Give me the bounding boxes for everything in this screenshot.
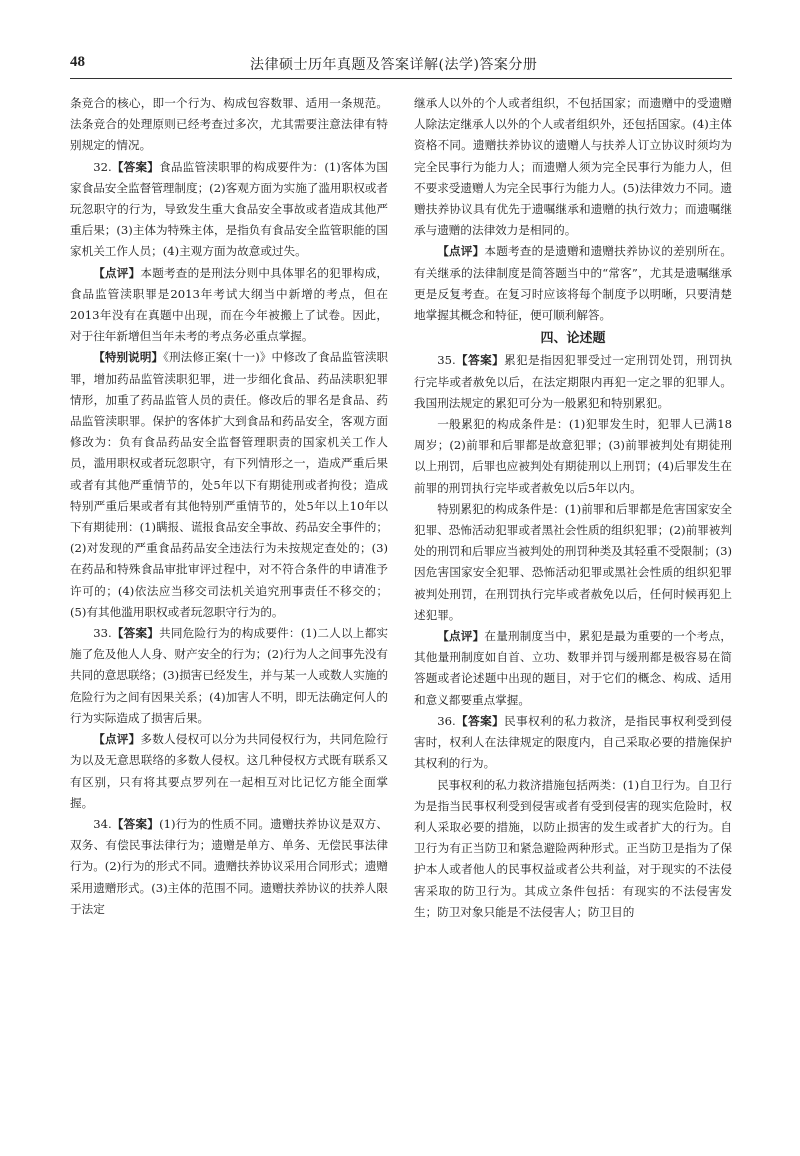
q34-number: 34. bbox=[93, 816, 112, 831]
answer-label: 【答案】 bbox=[111, 816, 160, 831]
page-header bbox=[70, 50, 732, 79]
section-heading: 四、论述题 bbox=[540, 331, 606, 347]
q35-comment bbox=[414, 626, 732, 711]
q35-general-recidivism: 一般累犯的构成条件是：(1)犯罪发生时，犯罪人已满18周岁；(2)前罪和后罪都是故意犯罪；(3)前罪被判处有期徒刑以上刑罚，后罪也应被判处有期徒刑以上刑罚；(4)后罪发生在前罪的刑罚执行完毕或者赦免以后5年以内。 bbox=[414, 417, 732, 495]
answer-label: 【答案】 bbox=[455, 713, 505, 728]
q33-answer-text: 共同危险行为的构成要件：(1)二人以上都实施了危及他人人身、财产安全的行为；(2)行为人之间事先没有共同的意思联络；(3)损害已经发生，并与某一人或数人实施的危险行为之间有因果关系；(4)加害人不明，即无法确定何人的行为实际造成了损害后果。 bbox=[70, 626, 388, 725]
answer-label: 【答案】 bbox=[111, 159, 160, 174]
q34-answer-text: (1)行为的性质不同。遗赠扶养协议是双方、双务、有偿民事法律行为；遗赠是单方、单务、无偿民事法律行为。(2)行为的形式不同。遗赠扶养协议采用合同形式；遗赠采用遗赠形式。(3)主体的范围不同。遗赠扶养协议的扶养人限于法定 bbox=[70, 816, 388, 916]
q32-number: 32. bbox=[93, 159, 112, 174]
q34-comment bbox=[414, 241, 732, 326]
q36-self-help-measures: 民事权利的私力救济措施包括两类：(1)自卫行为。自卫行为是指当民事权利受到侵害或者有受到侵害的现实危险时，权利人采取必要的措施，以防止损害的发生或者扩大的行为。自卫行为有正当防卫和紧急避险两种形式。正当防卫是指为了保护本人或者他人的民事权益或者公共利益，对于现实的不法侵害采取的防卫行为。其成立条件包括：有现实的不法侵害发生；防卫对象只能是不法侵害人；防卫目的 bbox=[414, 777, 732, 919]
q33-comment-text: 多数人侵权可以分为共同侵权行为，共同危险行为以及无意思联络的多数人侵权。这几种侵权方式既有联系又有区别，只有将其要点罗列在一起相互对比记忆方能全面掌握。 bbox=[70, 732, 388, 810]
q32-special-note bbox=[70, 347, 388, 623]
comment-label: 【点评】 bbox=[93, 732, 141, 747]
q36-number: 36. bbox=[437, 713, 456, 728]
q35-answer-text: 累犯是指因犯罪受过一定刑罚处罚，刑罚执行完毕或者赦免以后，在法定期限内再犯一定之罪的犯罪人。我国刑法规定的累犯可分为一般累犯和特别累犯。 bbox=[414, 353, 732, 410]
q32-answer-text: 食品监管渎职罪的构成要件为：(1)客体为国家食品安全监督管理制度；(2)客观方面为实施了滥用职权或者玩忽职守的行为，导致发生重大食品安全事故或者造成其他严重后果；(3)主体为特殊主体，是指负有食品安全监管职能的国家机关工作人员；(4)主观方面为故意或过失。 bbox=[70, 159, 388, 259]
answer-label: 【答案】 bbox=[111, 626, 160, 641]
q33-answer bbox=[70, 623, 388, 729]
q34-comment-text: 本题考查的是遗赠和遗赠扶养协议的差别所在。有关继承的法律制度是简答题当中的“常客”，尤其是遗嘱继承更是反复考查。在复习时应该将每个制度予以明晰，只要清楚地掌握其概念和特征，便可顺利解答。 bbox=[414, 244, 732, 323]
q31-continuation: 条竞合的核心，即一个行为、构成包容数罪、适用一条规范。法条竞合的处理原则已经考查过多次，尤其需要注意法律有特别规定的情况。 bbox=[70, 96, 388, 153]
q32-comment bbox=[70, 263, 388, 348]
q33-comment bbox=[70, 729, 388, 814]
right-column bbox=[414, 93, 732, 923]
q35-special-recidivism: 特别累犯的构成条件是：(1)前罪和后罪都是危害国家安全犯罪、恐怖活动犯罪或者黑社会性质的组织犯罪；(2)前罪被判处的刑罚和后罪应当被判处的刑罚种类及其轻重不受限制；(3)因危害国家安全犯罪、恐怖活动犯罪或黑社会性质的组织犯罪被判处刑罚，在刑罚执行完毕或者赦免以后，任何时候再犯上述犯罪。 bbox=[414, 501, 732, 622]
running-title: 法律硕士历年真题及答案详解(法学)答案分册 bbox=[250, 57, 538, 73]
q35-number: 35. bbox=[437, 353, 456, 368]
q36-answer bbox=[414, 711, 732, 775]
q34-continuation: 继承人以外的个人或者组织，不包括国家；而遗赠中的受遗赠人除法定继承人以外的个人或者组织外，还包括国家。(4)主体资格不同。遗赠扶养协议的遗赠人与扶养人订立协议时须均为完全民事行为能力人；而遗赠人须为完全民事行为能力人，但不要求受遗赠人为完全民事行为能力人。(5)法律效力不同。遗赠扶养协议具有优先于遗嘱继承和遗赠的执行效力；而遗嘱继承与遗赠的法律效力是相同的。 bbox=[414, 96, 732, 238]
special-note-label: 【特别说明】 bbox=[93, 350, 164, 365]
q36-answer-text: 民事权利的私力救济，是指民事权利受到侵害时，权利人在法律规定的限度内，自己采取必要的措施保护其权利的行为。 bbox=[414, 713, 732, 771]
comment-label: 【点评】 bbox=[437, 244, 485, 259]
left-column bbox=[70, 93, 388, 920]
q33-number: 33. bbox=[93, 626, 112, 641]
q32-special-note-text: 《刑法修正案(十一)》中修改了食品监管渎职罪，增加药品监管渎职犯罪，进一步细化食品、药品渎职犯罪情形，加重了药品监管人员的责任。修改后的罪名是食品、药品监管渎职罪。保护的客体扩大到食品和药品安全，客观方面修改为：负有食品药品安全监督管理职责的国家机关工作人员，滥用职权或者玩忽职守，有下列情形之一，造成严重后果或者有其他严重情节的，处5年以下有期徒刑或者拘役；造成特别严重后果或者有其他特别严重情节的，处5年以上10年以下有期徒刑：(1)瞒报、谎报食品安全事故、药品安全事件的；(2)对发现的严重食品药品安全违法行为未按规定查处的；(3)在药品和特殊食品审批审评过程中，对不符合条件的申请准予许可的；(4)依法应当移交司法机关追究刑事责任不移交的；(5)有其他滥用职权或者玩忽职守行为的。 bbox=[70, 350, 388, 619]
q32-answer bbox=[70, 157, 388, 263]
page-number: 48 bbox=[70, 54, 85, 70]
comment-label: 【点评】 bbox=[437, 629, 485, 644]
comment-label: 【点评】 bbox=[93, 265, 141, 280]
answer-label: 【答案】 bbox=[455, 353, 505, 368]
q35-comment-text: 在量刑制度当中，累犯是最为重要的一个考点，其他量刑制度如自首、立功、数罪并罚与缓刑都是极容易在简答题或者论述题中出现的题目，对于它们的概念、构成、适用和意义都要重点掌握。 bbox=[414, 629, 732, 707]
q35-answer bbox=[414, 350, 732, 414]
q34-answer bbox=[70, 814, 388, 920]
q32-comment-text: 本题考查的是刑法分则中具体罪名的犯罪构成，食品监管渎职罪是2013年考试大纲当中新增的考点，但在2013年没有在真题中出现，而在今年被搬上了试卷。因此，对于往年新增但当年未考的考点务必重点掌握。 bbox=[70, 265, 388, 344]
